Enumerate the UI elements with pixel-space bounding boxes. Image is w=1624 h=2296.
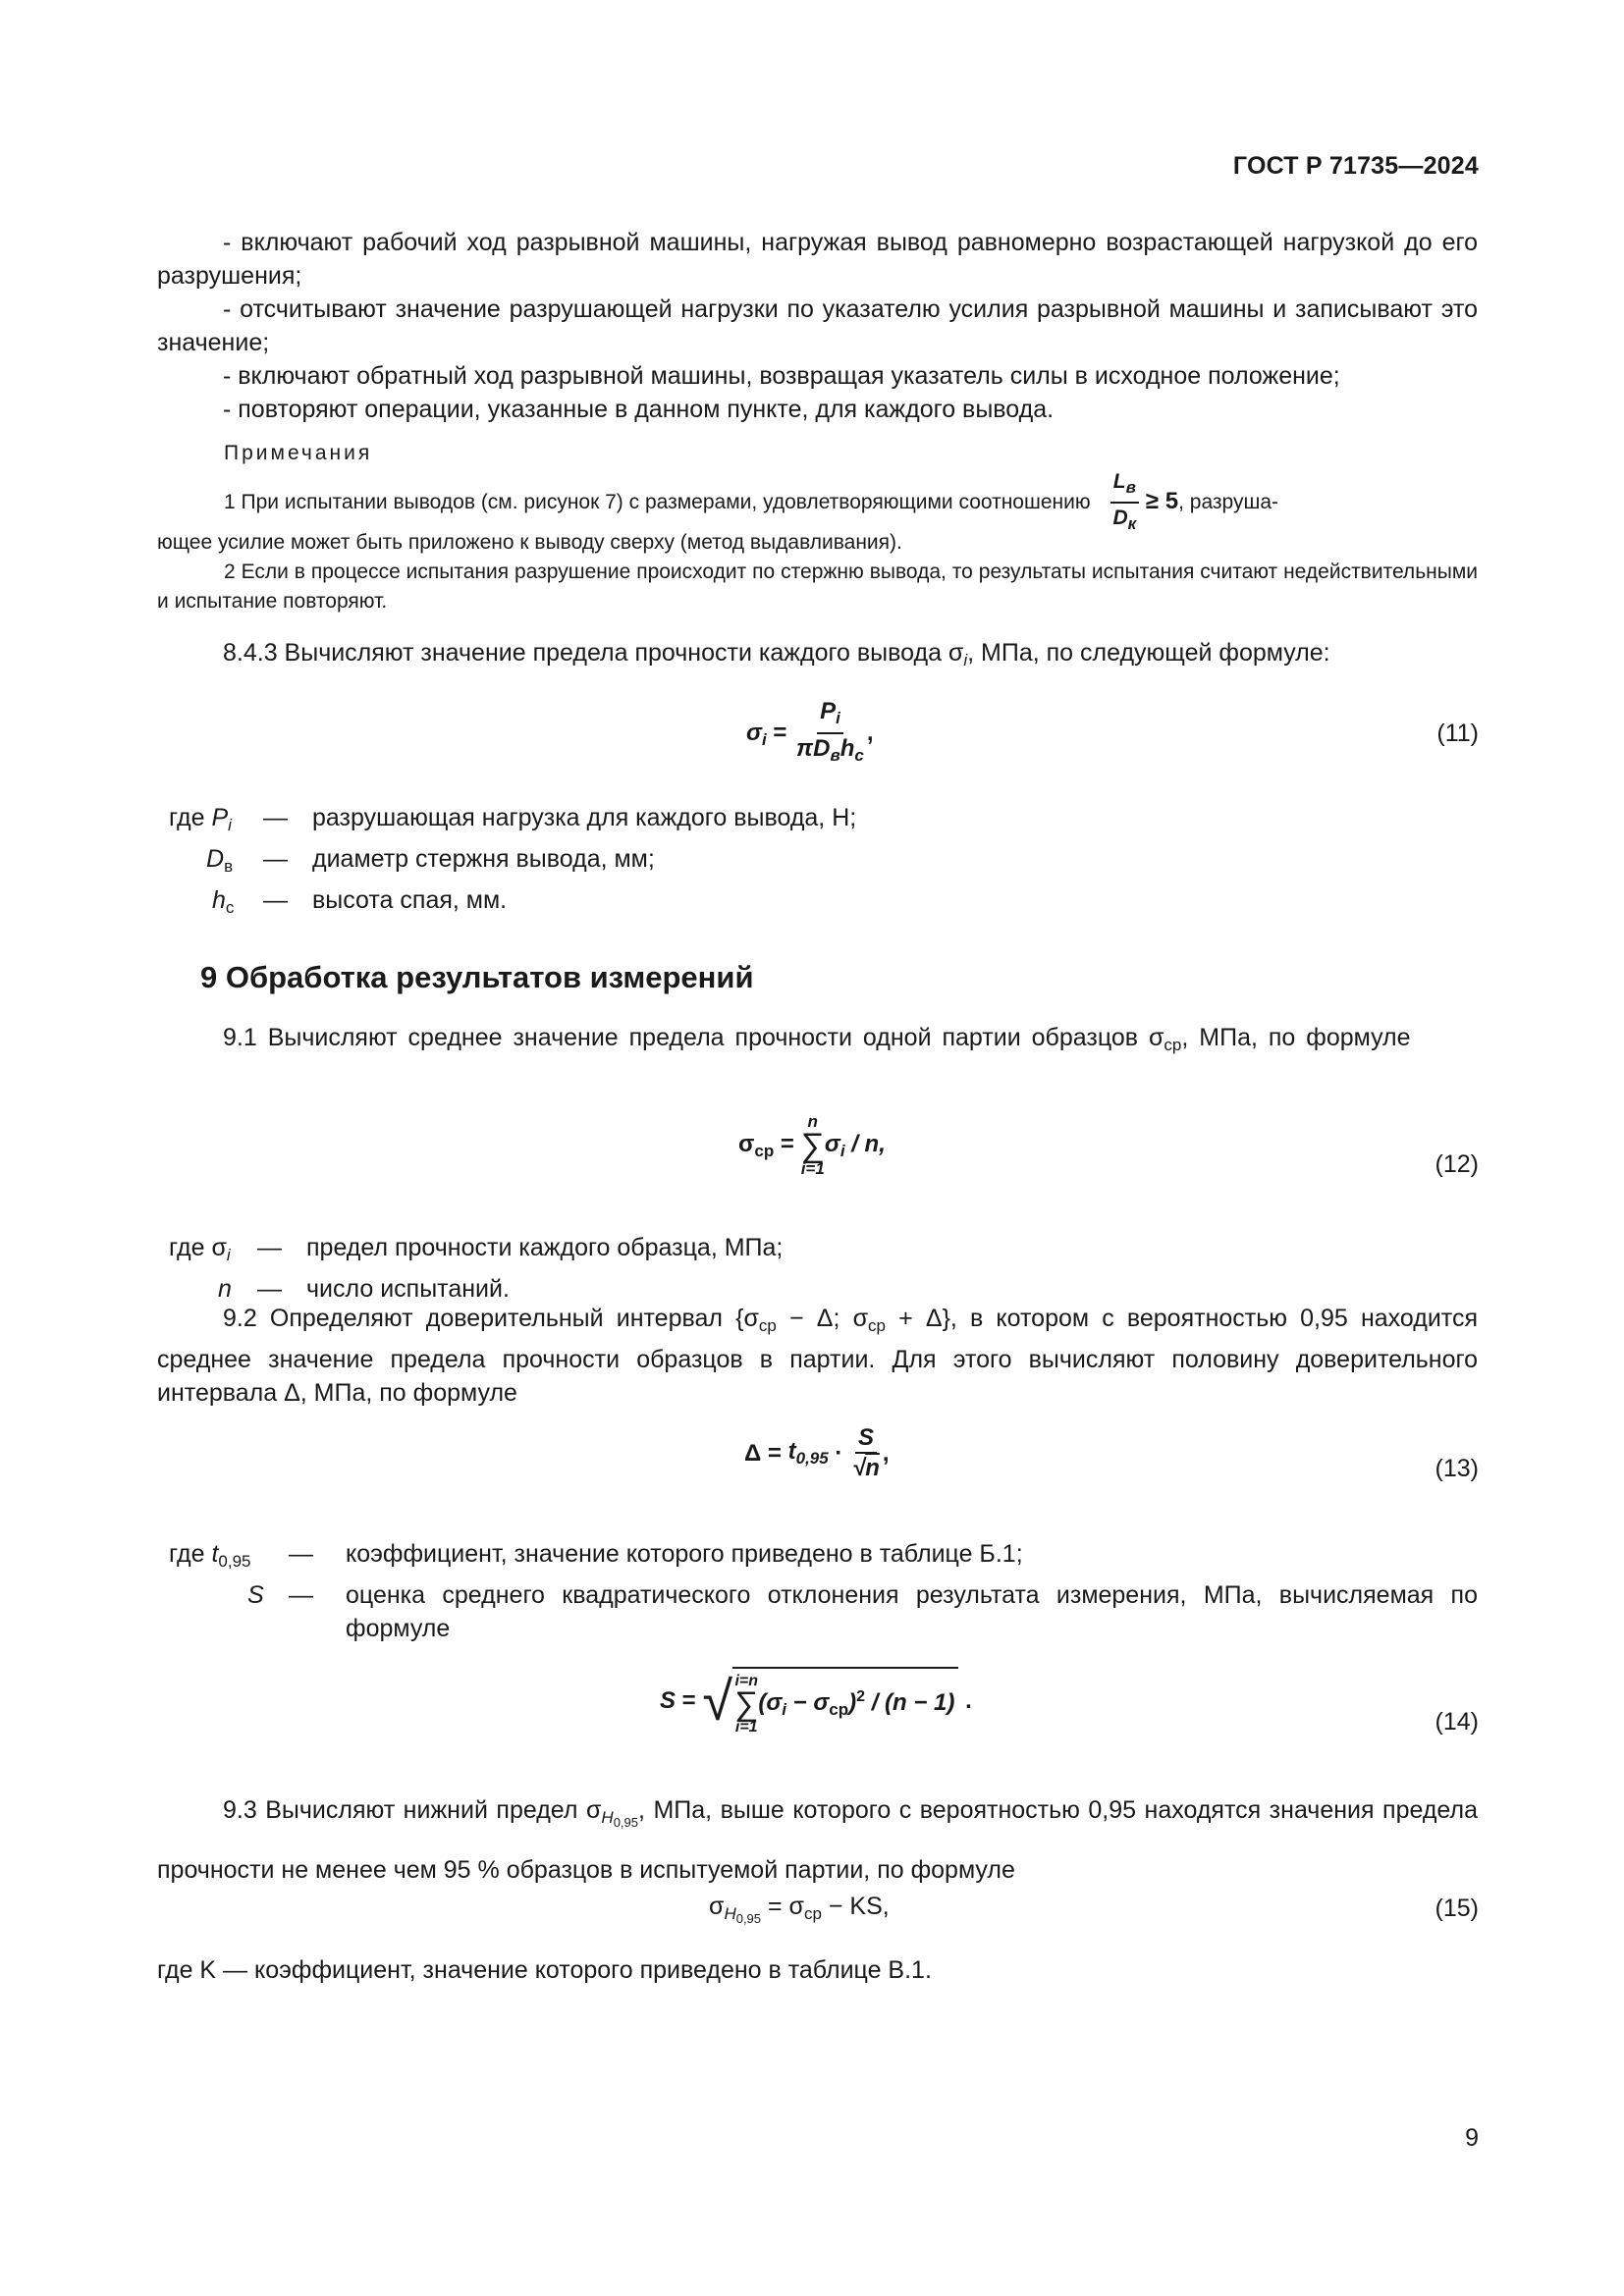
- p93-sub: H: [601, 1808, 614, 1827]
- page-number: 9: [1465, 2124, 1479, 2152]
- note-1-tail: , разруша-: [1178, 491, 1278, 514]
- paragraph-8-4-3: [157, 636, 1478, 677]
- where-sym: t: [211, 1540, 219, 1568]
- where-11-row-2: [206, 842, 233, 883]
- where-12-row-1: [169, 1231, 231, 1272]
- p91-sub: ср: [1164, 1036, 1182, 1054]
- eq15-rhs-tail: − KS,: [821, 1893, 890, 1920]
- step-1: [157, 226, 1478, 293]
- p843-text: 8.4.3 Вычисляют значение предела прочности каждого вывода σ: [223, 639, 964, 667]
- eq15-subsub: 0,95: [735, 1911, 762, 1926]
- p92-text: 9.2 Определяют доверительный интервал {σ: [223, 1305, 759, 1332]
- where-sym: n: [218, 1275, 232, 1303]
- where-12-row-2: [218, 1272, 232, 1306]
- paragraph-9-3: [157, 1787, 1478, 1894]
- where-13-row-2: [247, 1578, 264, 1612]
- where-sub: i: [228, 816, 232, 834]
- equation-13-number: (13): [1435, 1455, 1479, 1482]
- where-11-dash-2: —: [263, 845, 288, 873]
- where-12-dash-2: —: [257, 1275, 282, 1303]
- note-1: 1 При испытании выводов (см. рисунок 7) с размерами, удовлетворяющими соотношению $\frac{L_в}{D_к}$ ≥ 5, разруша-: [224, 469, 1478, 537]
- note-2-text: 2 Если в процессе испытания разрушение происходит по стержню вывода, то результаты испытания считают недействительными и испытание повторяют.: [157, 561, 1478, 613]
- step-3: [157, 359, 1478, 393]
- where-prefix: где: [169, 1234, 205, 1261]
- where-13-row-1: [169, 1537, 251, 1578]
- p93-text: 9.3 Вычисляют нижний предел σ: [223, 1796, 602, 1824]
- where-11-row-3: [212, 883, 234, 925]
- where-sym: h: [212, 886, 226, 914]
- step-1-text: - включают рабочий ход разрывной машины, нагружая вывод равномерно возрастающей нагрузкой до его разрушения;: [157, 229, 1478, 290]
- step-4: [157, 393, 1478, 426]
- p92-sub: ср: [868, 1316, 886, 1335]
- where-11-row-1: [169, 801, 232, 842]
- step-4-text: - повторяют операции, указанные в данном пункте, для каждого вывода.: [223, 396, 1055, 423]
- p843-tail: , МПа, по следующей формуле:: [967, 639, 1330, 667]
- p92-sub: ср: [758, 1316, 777, 1335]
- where-sub: i: [226, 1246, 231, 1264]
- step-2: [157, 293, 1478, 359]
- eq15-rhs: = σ: [761, 1893, 804, 1920]
- section-9-title: 9 Обработка результатов измерений: [200, 960, 754, 994]
- p93-subsub: 0,95: [613, 1815, 638, 1830]
- step-3-text: - включают обратный ход разрывной машины, возвращая указатель силы в исходное положение;: [223, 362, 1340, 390]
- where-sym: S: [247, 1581, 264, 1609]
- p93-tail: , МПа, выше которого с вероятностью 0,95 находятся значения предела прочности не менее чем 95 % образцов в испытуемой партии, по формуле: [157, 1796, 1478, 1884]
- equation-12-number: (12): [1435, 1150, 1479, 1178]
- where-sym: D: [206, 845, 225, 873]
- where-12-desc-1: предел прочности каждого образца, МПа;: [306, 1234, 784, 1261]
- where-13-desc-1: коэффициент, значение которого приведено в таблице Б.1;: [346, 1540, 1023, 1568]
- note-1-text: 1 При испытании выводов (см. рисунок 7) с размерами, удовлетворяющими соотношению: [224, 491, 1091, 514]
- step-2-text: - отсчитывают значение разрушающей нагрузки по указателю усилия разрывной машины и записывают это значение;: [157, 295, 1478, 356]
- paragraph-9-1: [157, 1021, 1478, 1062]
- where-11-desc-3: высота спая, мм.: [312, 886, 508, 914]
- where-13-desc-2: оценка среднего квадратического отклонения результата измерения, МПа, вычисляемая по формуле: [346, 1581, 1478, 1642]
- where-prefix: где: [169, 804, 205, 831]
- equation-11-number: (11): [1436, 720, 1479, 747]
- equation-14-number: (14): [1435, 1708, 1479, 1735]
- p91-tail: , МПа, по формуле: [1181, 1024, 1411, 1051]
- where-sym: P: [211, 804, 229, 831]
- equation-14: S = √ i=n ∑ i=1 $(\sigma_i - \sigma_{ср})^2 / (n - 1)$ .: [660, 1667, 972, 1735]
- where-sub: с: [225, 898, 235, 917]
- equation-15: $\sigma_{H0,95} = \sigma_{ср}$ − KS,: [709, 1893, 890, 1926]
- document-header: ГОСТ Р 71735—2024: [1232, 152, 1479, 180]
- equation-11: $\sigma_i$ = $\frac{P_i}{\pi D_вh_с}$ ,: [746, 698, 874, 765]
- where-11-dash-3: —: [263, 886, 288, 914]
- where-12-dash-1: —: [257, 1234, 282, 1261]
- p843-sub: i: [963, 651, 968, 669]
- where-sub: 0,95: [218, 1552, 251, 1571]
- paragraph-9-2: [157, 1302, 1478, 1410]
- where-11-desc-1: разрушающая нагрузка для каждого вывода, Н;: [312, 804, 857, 831]
- where-sub: в: [224, 857, 234, 876]
- where-11-desc-2: диаметр стержня вывода, мм;: [312, 845, 655, 873]
- where-prefix: где: [169, 1540, 205, 1568]
- p92-text3: + Δ}, в котором с вероятностью 0,95 находится среднее значение предела прочности образцов в партии. Для этого вычисляют половину доверительного интервала Δ, МПа, по формуле: [157, 1305, 1479, 1407]
- where-sym: σ: [211, 1234, 227, 1261]
- where-12-desc-2: число испытаний.: [306, 1275, 510, 1303]
- where-11-dash-1: —: [263, 804, 288, 831]
- final-where: где K — коэффициент, значение которого приведено в таблице В.1.: [157, 1956, 932, 1984]
- equation-13: Δ = $t_{0,95}$ · $\frac{S}{√n}$ ,: [744, 1424, 890, 1481]
- equation-15-number: (15): [1435, 1895, 1479, 1922]
- note-1-cont: ющее усилие может быть приложено к выводу сверху (метод выдавливания).: [157, 531, 902, 554]
- ratio-formula: $\frac{L_в}{D_к}$: [1110, 469, 1139, 537]
- where-13-dash-1: —: [289, 1540, 313, 1568]
- equation-12: $\sigma_{ср}$ = n ∑ i=1 $\sigma_i$ / n,: [738, 1112, 886, 1178]
- p92-text2: − Δ; σ: [776, 1305, 868, 1332]
- where-13-dash-2: —: [289, 1581, 313, 1609]
- note-2: [157, 558, 1478, 616]
- notes-heading: Примечания: [224, 442, 373, 464]
- eq15-rhs-sub: ср: [803, 1904, 822, 1923]
- p91-text: 9.1 Вычисляют среднее значение предела прочности одной партии образцов σ: [223, 1024, 1164, 1051]
